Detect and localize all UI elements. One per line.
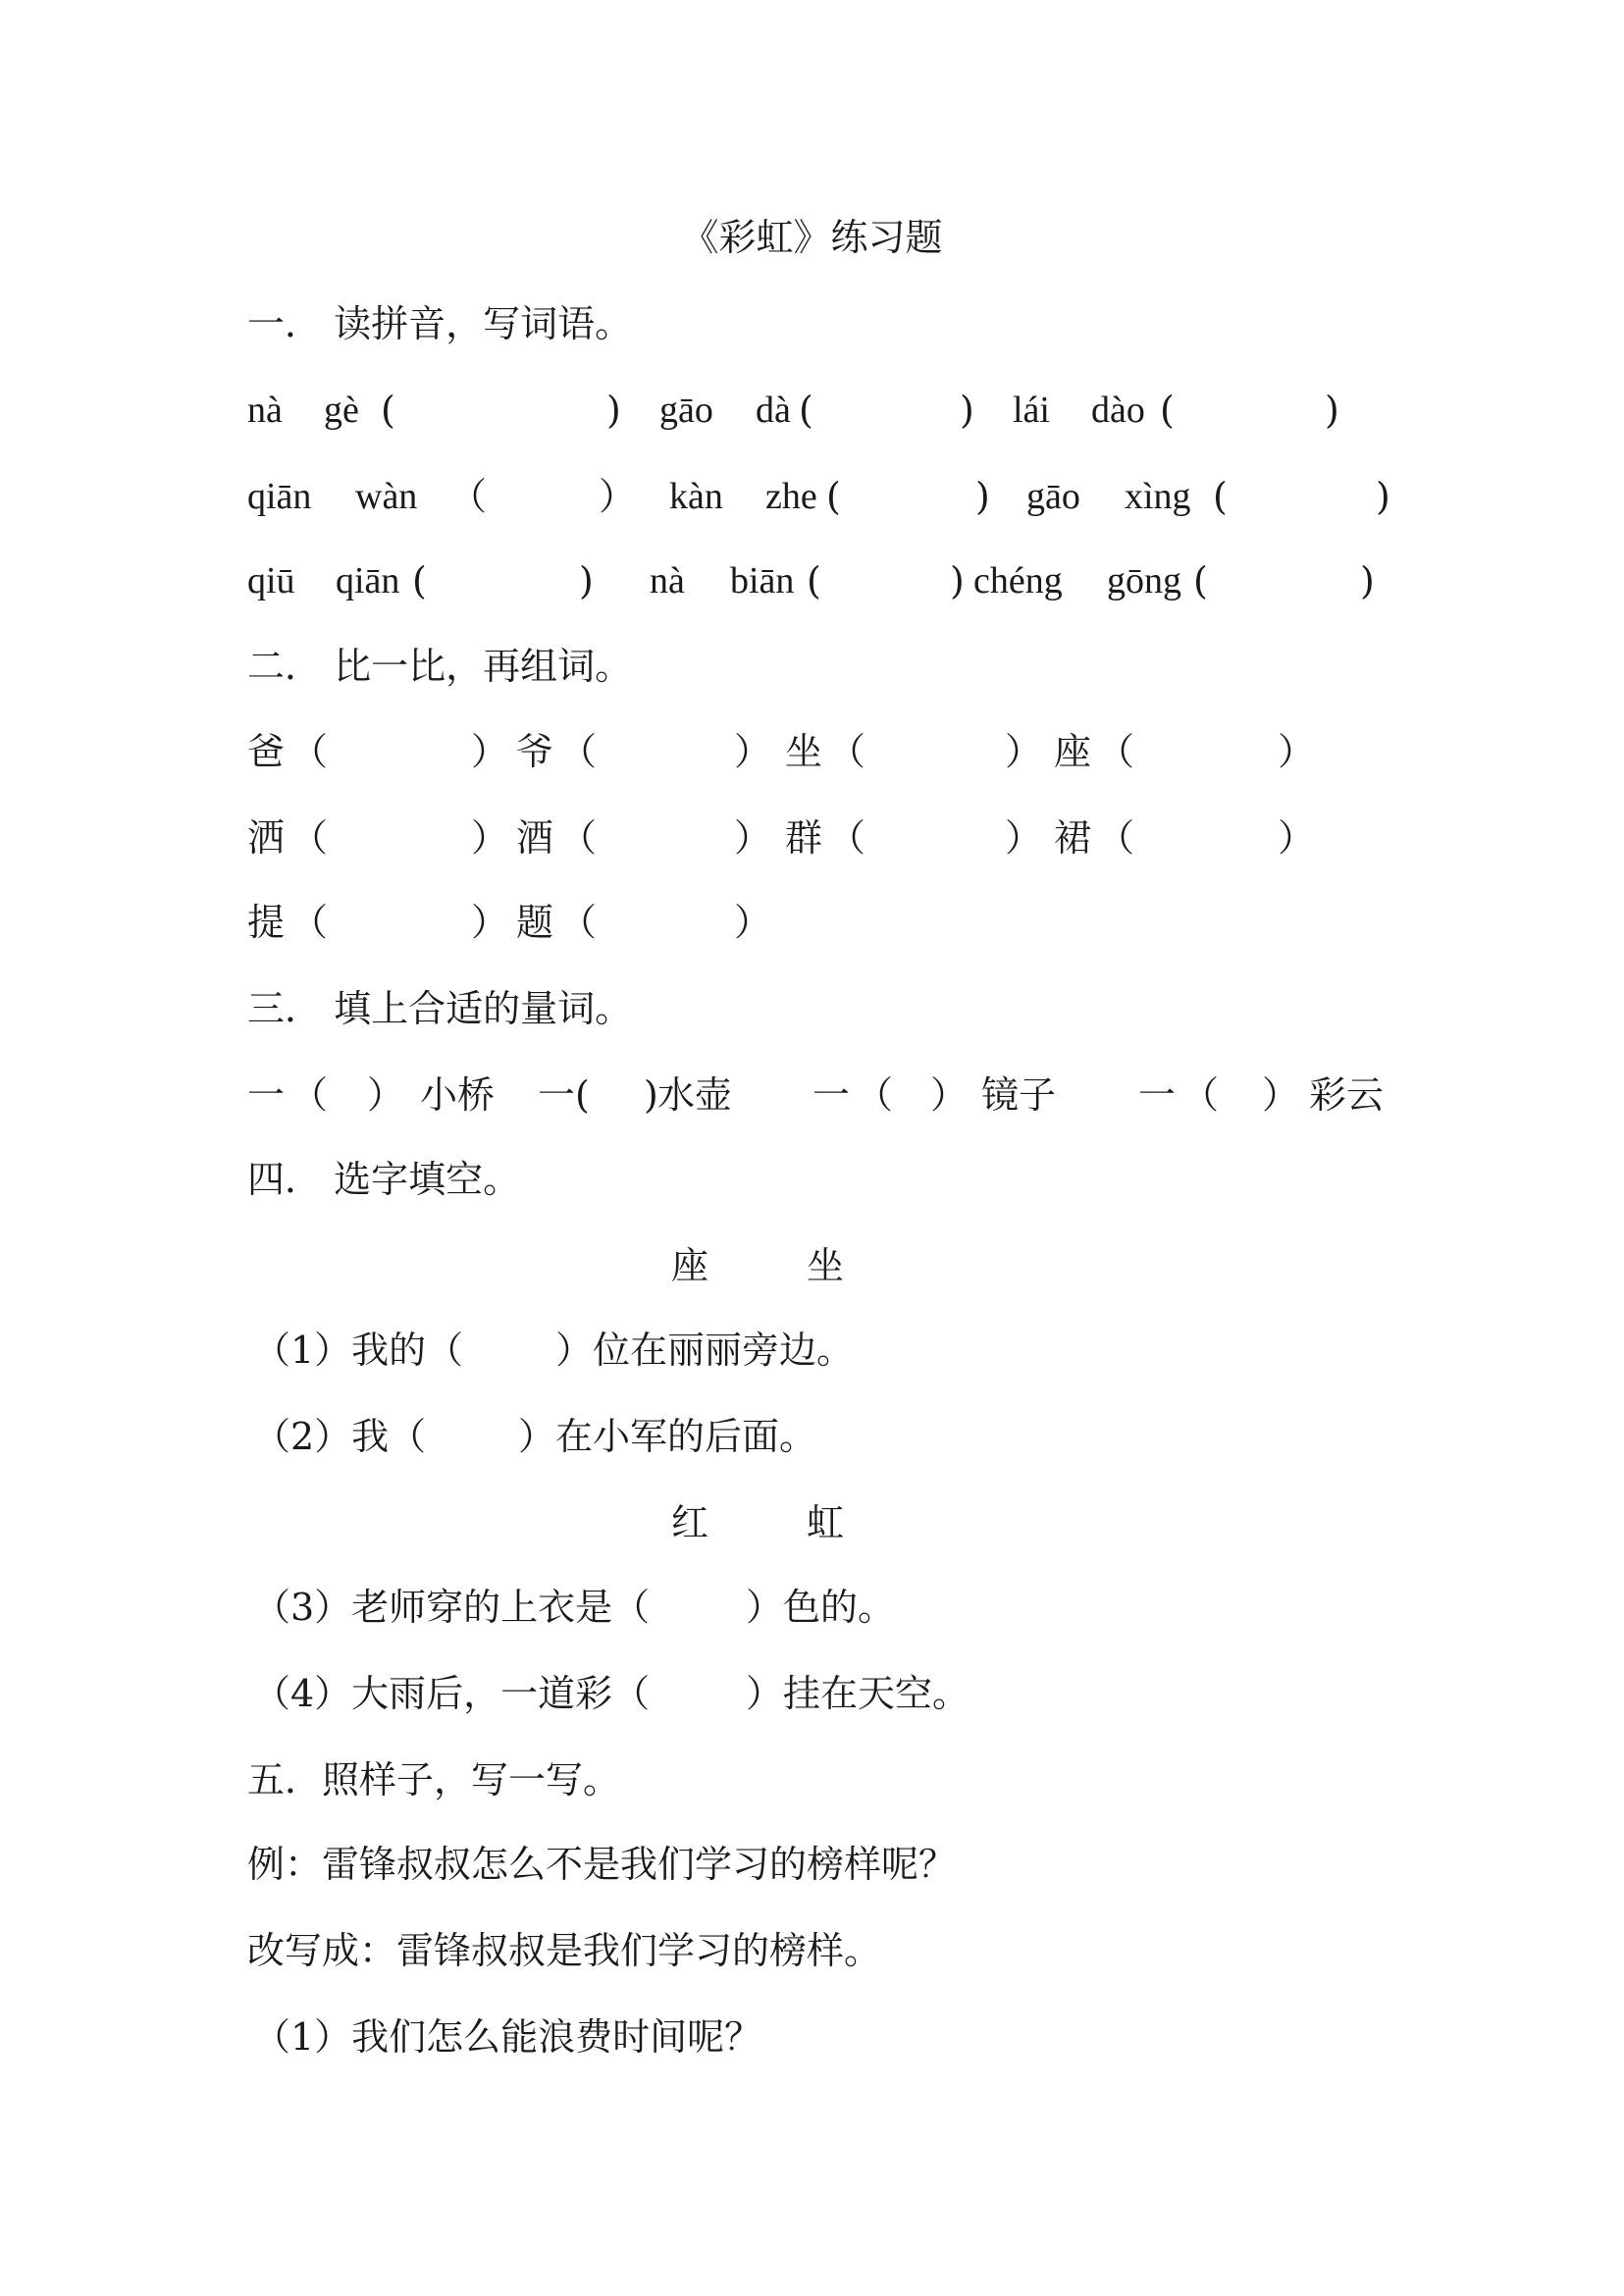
close-paren: ） xyxy=(1005,816,1043,860)
open-paren: ( xyxy=(1213,475,1228,518)
open-paren: （ xyxy=(290,816,329,860)
close-paren: ) xyxy=(644,1073,658,1117)
close-paren: ） xyxy=(734,901,772,944)
question-text-start: （1）我的（ xyxy=(253,1329,464,1372)
open-paren: （ xyxy=(290,901,329,944)
page-title: 《彩虹》练习题 xyxy=(681,216,943,259)
compare-char: 坐 xyxy=(785,730,823,773)
compare-char: 洒 xyxy=(247,816,286,860)
rewrite-question-1: （1）我们怎么能浪费时间呢？ xyxy=(253,2015,762,2059)
pinyin-syllable: qiū xyxy=(247,560,295,601)
open-paren: （ xyxy=(559,901,598,944)
open-paren: ( xyxy=(381,389,395,432)
question-text-end: ）挂在天空。 xyxy=(746,1672,970,1715)
measure-one: 一 xyxy=(1138,1073,1177,1117)
close-paren: ) xyxy=(975,475,990,518)
choice-char: 虹 xyxy=(807,1501,845,1544)
pinyin-syllable: qiān xyxy=(247,476,312,517)
section-4-heading: 四． 选字填空。 xyxy=(247,1158,521,1201)
pinyin-syllable: dà xyxy=(756,390,791,431)
measure-noun: 镜子 xyxy=(981,1073,1057,1117)
measure-one: 一 xyxy=(812,1073,851,1117)
compare-char: 群 xyxy=(785,816,823,860)
close-paren: ） xyxy=(1278,730,1316,773)
measure-one: 一 xyxy=(538,1073,576,1117)
pinyin-syllable: gè xyxy=(324,390,359,431)
close-paren: ） xyxy=(1262,1073,1300,1117)
pinyin-syllable: gōng xyxy=(1107,560,1181,601)
open-paren: （ xyxy=(559,730,598,773)
open-paren: （ xyxy=(828,730,866,773)
measure-noun: 小桥 xyxy=(420,1073,496,1117)
open-paren: ( xyxy=(807,559,821,602)
close-paren: ） xyxy=(471,901,509,944)
open-paren: ( xyxy=(412,559,427,602)
open-paren: （ xyxy=(1097,730,1135,773)
close-paren: ) xyxy=(1376,475,1390,518)
pinyin-syllable: kàn xyxy=(669,476,723,517)
open-paren: （ xyxy=(1181,1073,1220,1117)
pinyin-syllable: nà xyxy=(247,390,283,431)
close-paren: ) xyxy=(579,559,594,602)
open-paren: （ xyxy=(1097,816,1135,860)
pinyin-syllable: wàn xyxy=(355,476,418,517)
rewrite-example: 例：雷锋叔叔怎么不是我们学习的榜样呢？ xyxy=(247,1843,957,1886)
open-paren: ( xyxy=(799,389,813,432)
section-5-heading: 五．照样子，写一写。 xyxy=(247,1758,621,1801)
pinyin-syllable: nà xyxy=(650,560,685,601)
close-paren: ） xyxy=(734,816,772,860)
close-paren: ） xyxy=(930,1073,969,1117)
close-paren: ) xyxy=(950,559,965,602)
question-text-end: ）色的。 xyxy=(746,1586,896,1629)
close-paren: ) xyxy=(606,389,621,432)
rewrite-answer: 改写成：雷锋叔叔是我们学习的榜样。 xyxy=(247,1929,882,1972)
pinyin-syllable: biān xyxy=(730,560,795,601)
pinyin-syllable: gāo xyxy=(1026,476,1080,517)
compare-char: 爷 xyxy=(516,730,554,773)
open-paren: （ xyxy=(828,816,866,860)
section-2-heading: 二． 比一比，再组词。 xyxy=(247,645,633,688)
close-paren: ) xyxy=(1325,389,1339,432)
close-paren: ） xyxy=(599,475,637,518)
open-paren: （ xyxy=(559,816,598,860)
choice-char: 坐 xyxy=(807,1244,845,1287)
question-text-end: ）位在丽丽旁边。 xyxy=(555,1329,855,1372)
compare-char: 爸 xyxy=(247,730,286,773)
choice-char: 红 xyxy=(671,1501,709,1544)
close-paren: ） xyxy=(471,816,509,860)
pinyin-syllable: lái xyxy=(1013,390,1050,431)
pinyin-syllable: chéng xyxy=(973,560,1063,601)
open-paren: （ xyxy=(449,475,488,518)
open-paren: （ xyxy=(856,1073,894,1117)
measure-one: 一 xyxy=(247,1073,286,1117)
open-paren: （ xyxy=(290,730,329,773)
pinyin-syllable: xìng xyxy=(1125,476,1191,517)
question-text-end: ）在小军的后面。 xyxy=(518,1415,817,1458)
open-paren: ( xyxy=(1193,559,1208,602)
close-paren: ） xyxy=(471,730,509,773)
close-paren: ) xyxy=(1360,559,1375,602)
open-paren: ( xyxy=(826,475,841,518)
open-paren: （ xyxy=(290,1073,329,1117)
close-paren: ) xyxy=(960,389,974,432)
measure-noun: 水壶 xyxy=(657,1073,733,1117)
measure-noun: 彩云 xyxy=(1309,1073,1385,1117)
pinyin-syllable: zhe xyxy=(765,476,817,517)
pinyin-syllable: gāo xyxy=(659,390,713,431)
question-text-start: （3）老师穿的上衣是（ xyxy=(253,1586,651,1629)
question-text-start: （4）大雨后，一道彩（ xyxy=(253,1672,651,1715)
close-paren: ） xyxy=(1278,816,1316,860)
close-paren: ） xyxy=(367,1073,405,1117)
pinyin-syllable: qiān xyxy=(336,560,400,601)
close-paren: ） xyxy=(1005,730,1043,773)
compare-char: 酒 xyxy=(516,816,554,860)
compare-char: 裙 xyxy=(1054,816,1092,860)
question-text-start: （2）我（ xyxy=(253,1415,427,1458)
compare-char: 提 xyxy=(247,901,286,944)
pinyin-syllable: dào xyxy=(1091,390,1145,431)
compare-char: 座 xyxy=(1054,730,1092,773)
open-paren: ( xyxy=(1160,389,1175,432)
choice-char: 座 xyxy=(671,1244,709,1287)
section-3-heading: 三． 填上合适的量词。 xyxy=(247,987,633,1030)
open-paren: ( xyxy=(575,1073,590,1117)
compare-char: 题 xyxy=(516,901,554,944)
close-paren: ） xyxy=(734,730,772,773)
section-1-heading: 一． 读拼音，写词语。 xyxy=(247,302,633,345)
